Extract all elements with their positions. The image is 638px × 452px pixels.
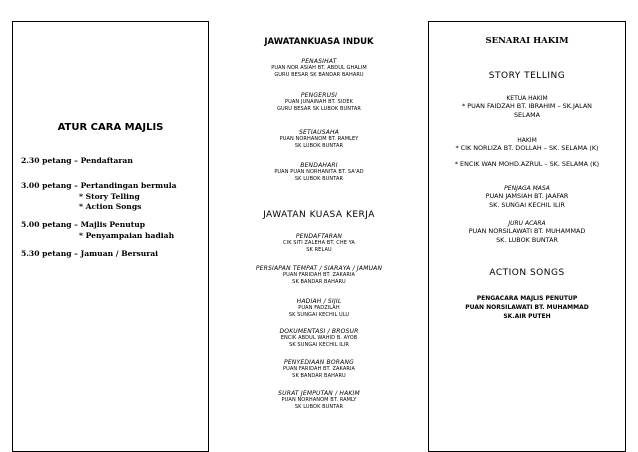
committee-role: PENGERUSI — [300, 92, 338, 99]
atur-cara-title: ATUR CARA MAJLIS — [57, 122, 164, 133]
schedule-time-line: 5.00 petang – Majlis Penutup — [21, 220, 146, 229]
schedule-time-line: 5.30 petang – Jamuan / Bersurai — [21, 249, 159, 258]
senarai-hakim-title: SENARAI HAKIM — [485, 36, 569, 46]
middle-panel — [219, 21, 419, 452]
committee-school: SK SUNGAI KECHIL ULU — [288, 312, 350, 318]
schedule-sub: * Story Telling — [79, 191, 140, 201]
judge-school: SK. SUNGAI KECHIL ILIR — [489, 201, 565, 209]
schedule-item — [21, 220, 209, 241]
jawatan-kuasa-kerja-header: JAWATAN KUASA KERJA — [263, 210, 375, 220]
committee-role: PENDAFTARAN — [295, 233, 343, 240]
committee-entry — [219, 328, 419, 349]
committee-name: PUAN NORHANOM BT. RAMLEY — [279, 136, 359, 142]
judge-entry — [429, 137, 625, 169]
committee-role: SETIAUSAHA — [298, 129, 340, 136]
judge-entry — [429, 220, 625, 245]
committee-name: PUAN NORHANOM BT. RAMLY — [281, 397, 357, 403]
committee-role: SURAT JEMPUTAN / HAKIM — [278, 390, 360, 397]
committee-entry — [219, 162, 419, 183]
committee-name: PUAN NOR ASIAH BT. ABDUL GHALIM — [271, 65, 367, 71]
jawatankuasa-induk-header: JAWATANKUASA INDUK — [264, 37, 374, 47]
committee-school: SK BANDAR BAHARU — [292, 279, 346, 285]
schedule-sub: * Penyampaian hadiah — [79, 230, 175, 240]
committee-role: PENASIHAT — [301, 58, 337, 65]
judge-name: PUAN NORSILAWATI BT. MUHAMMAD — [465, 304, 589, 311]
committee-school: GURU BESAR SK BANDAR BAHARU — [274, 72, 364, 78]
judge-school: SELAMA — [513, 111, 541, 119]
committee-role: PENYEDIAAN BORANG — [284, 359, 354, 366]
judge-entry — [429, 95, 625, 120]
committee-entry — [219, 298, 419, 319]
judge-entry — [429, 294, 625, 321]
action-songs-header: ACTION SONGS — [489, 268, 565, 278]
schedule-item — [21, 249, 209, 260]
committee-name: CIK SITI ZALEHA BT. CHE YA — [283, 240, 355, 246]
committee-school: SK LUBOK BUNTAR — [294, 143, 344, 149]
committee-school: GURU BESAR SK LUBOK BUNTAR — [277, 106, 361, 112]
committee-name: ENCIK ABDUL WAHID B. AYOB — [280, 335, 358, 341]
judge-name: * PUAN FAIDZAH BT. IBRAHIM – SK.JALAN — [462, 102, 592, 110]
story-telling-header: STORY TELLING — [488, 71, 566, 81]
committee-school: SK SUNGAI KECHIL ILIR — [289, 342, 349, 348]
judge-spacer — [429, 153, 625, 160]
committee-school: SK LUBOK BUNTAR — [294, 176, 344, 182]
judge-name: PUAN NORSILAWATI BT. MUHAMMAD — [468, 227, 586, 235]
committee-entry — [219, 359, 419, 380]
committee-entry — [219, 233, 419, 254]
schedule-time-line: 2.30 petang – Pendaftaran — [21, 156, 133, 165]
committee-name: PUAN FARIDAH BT. ZAKARIA — [282, 366, 356, 372]
committee-entry — [219, 129, 419, 150]
committee-school: SK RELAU — [306, 247, 332, 253]
committee-role: BENDAHARI — [300, 162, 338, 169]
left-panel — [12, 21, 209, 452]
judge-role: KETUA HAKIM — [506, 95, 548, 102]
schedule-item — [21, 181, 209, 213]
judge-role: PENJAGA MASA — [504, 185, 550, 192]
judge-name: PUAN JAMSIAH BT. JAAFAR — [485, 192, 569, 200]
committee-school: SK BANDAR BAHARU — [292, 373, 346, 379]
judge-role: PENGACARA MAJLIS PENUTUP — [476, 295, 578, 302]
committee-role: HADIAH / SIJIL — [296, 298, 342, 305]
schedule-sub: * Action Songs — [79, 202, 142, 211]
judge-name: * CIK NORLIZA BT. DOLLAH – SK. SELAMA (K) — [455, 144, 599, 152]
schedule-item — [21, 156, 209, 167]
judge-school: SK. LUBOK BUNTAR — [496, 236, 558, 244]
right-panel — [428, 21, 626, 452]
committee-entry — [219, 265, 419, 286]
committee-name: PUAN JUNAINAH BT. SIDEK — [284, 99, 353, 105]
schedule-time-line: 3.00 petang – Pertandingan bermula — [21, 181, 177, 190]
committee-entry — [219, 92, 419, 113]
judge-role: HAKIM — [517, 137, 537, 144]
judge-name: * ENCIK WAN MOHD.AZRUL – SK. SELAMA (K) — [454, 160, 600, 168]
committee-role: PERSIAPAN TEMPAT / SIARAYA / JAMUAN — [255, 265, 383, 272]
judge-role: JURU ACARA — [508, 220, 546, 227]
committee-name: PUAN PUAN NORHANITA BT. SA'AD — [274, 169, 364, 175]
committee-entry — [219, 390, 419, 411]
committee-school: SK LUBOK BUNTAR — [294, 404, 344, 410]
committee-name: PUAN FADZILAH — [298, 305, 340, 311]
judge-entry — [429, 185, 625, 210]
committee-role: DOKUMENTASI / BROSUR — [279, 328, 359, 335]
committee-entry — [219, 58, 419, 79]
judge-school: SK.AIR PUTEH — [503, 313, 551, 320]
committee-name: PUAN FARIDAH BT. ZAKARIA — [282, 272, 356, 278]
